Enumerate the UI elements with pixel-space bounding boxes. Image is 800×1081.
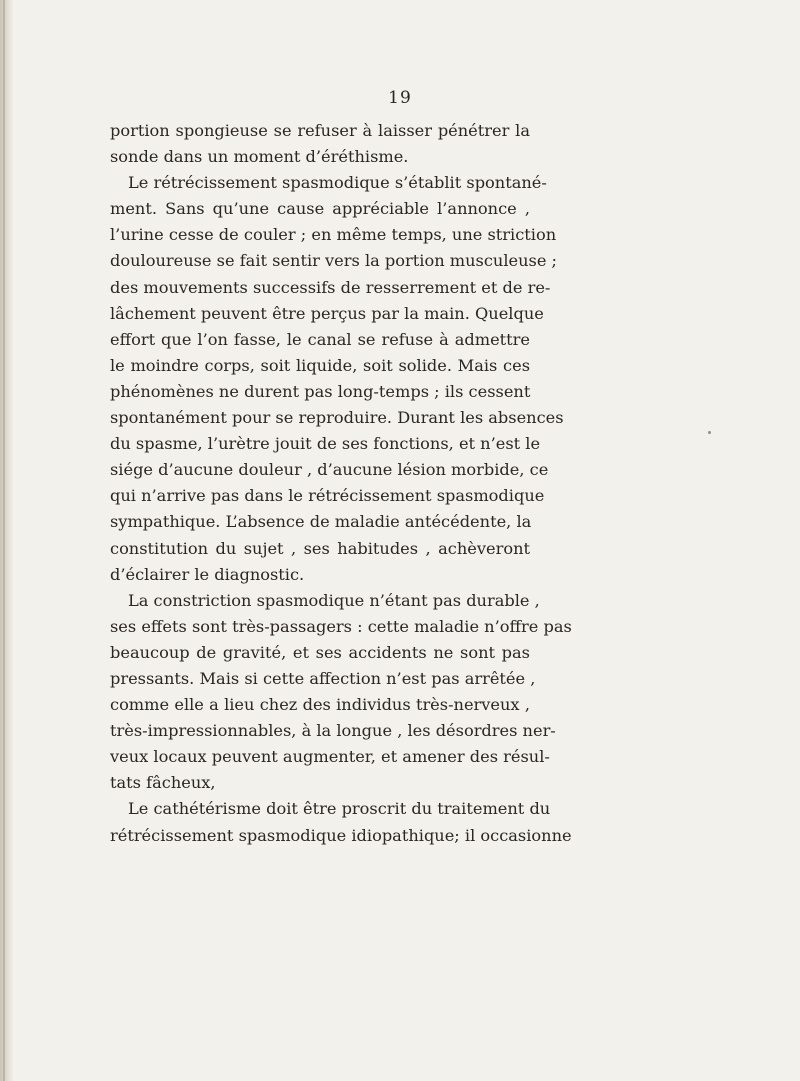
text-line: La constriction spasmodique n’étant pas durable , (128, 590, 540, 610)
text-line: douloureuse se fait sentir vers la portion musculeuse ; (110, 251, 558, 271)
page-number: 19 (388, 88, 412, 108)
text-line: qui n’arrive pas dans le rétrécissement spasmodique (110, 486, 545, 506)
text-line: ment. Sans qu’une cause appréciable l’annonce , (110, 199, 530, 219)
text-line: comme elle a lieu chez des individus très-nerveux , (110, 695, 530, 715)
text-line: phénomènes ne durent pas long-temps ; ils cessent (110, 381, 531, 401)
text-line: du spasme, l’urètre jouit de ses fonctions, et n’est le (110, 434, 541, 454)
body-text (110, 118, 572, 849)
ink-speck (708, 431, 711, 434)
text-line: rétrécissement spasmodique idiopathique; il occasionne (110, 825, 572, 845)
text-line: Le cathétérisme doit être proscrit du traitement du (128, 799, 551, 819)
text-line: des mouvements successifs de resserrement et de re- (110, 277, 551, 297)
text-line: constitution du sujet , ses habitudes , achèveront (110, 538, 530, 558)
text-line: Le rétrécissement spasmodique s’établit spontané- (128, 173, 547, 193)
text-line: très-impressionnables, à la longue , les désordres ner- (110, 721, 556, 741)
text-line: effort que l’on fasse, le canal se refuse à admettre (110, 329, 530, 349)
text-line: pressants. Mais si cette affection n’est pas arrêtée , (110, 668, 536, 688)
text-line: siége d’aucune douleur , d’aucune lésion morbide, ce (110, 460, 549, 480)
text-line: ses effets sont très-passagers : cette maladie n’offre pas (110, 616, 572, 636)
text-line: lâchement peuvent être perçus par la main. Quelque (110, 303, 544, 323)
page-spine-line (3, 0, 5, 1081)
text-line: l’urine cesse de couler ; en même temps, une striction (110, 225, 557, 245)
text-line: spontanément pour se reproduire. Durant les absences (110, 408, 564, 428)
text-line: veux locaux peuvent augmenter, et amener des résul- (110, 747, 550, 767)
text-line: sonde dans un moment d’éréthisme. (110, 147, 409, 167)
text-line: tats fâcheux, (110, 773, 216, 793)
text-line: beaucoup de gravité, et ses accidents ne sont pas (110, 642, 530, 662)
text-line: d’éclairer le diagnostic. (110, 564, 305, 584)
text-line: le moindre corps, soit liquide, soit solide. Mais ces (110, 355, 530, 375)
text-line: portion spongieuse se refuser à laisser pénétrer la (110, 121, 530, 140)
text-line: sympathique. L’absence de maladie antécédente, la (110, 512, 532, 532)
